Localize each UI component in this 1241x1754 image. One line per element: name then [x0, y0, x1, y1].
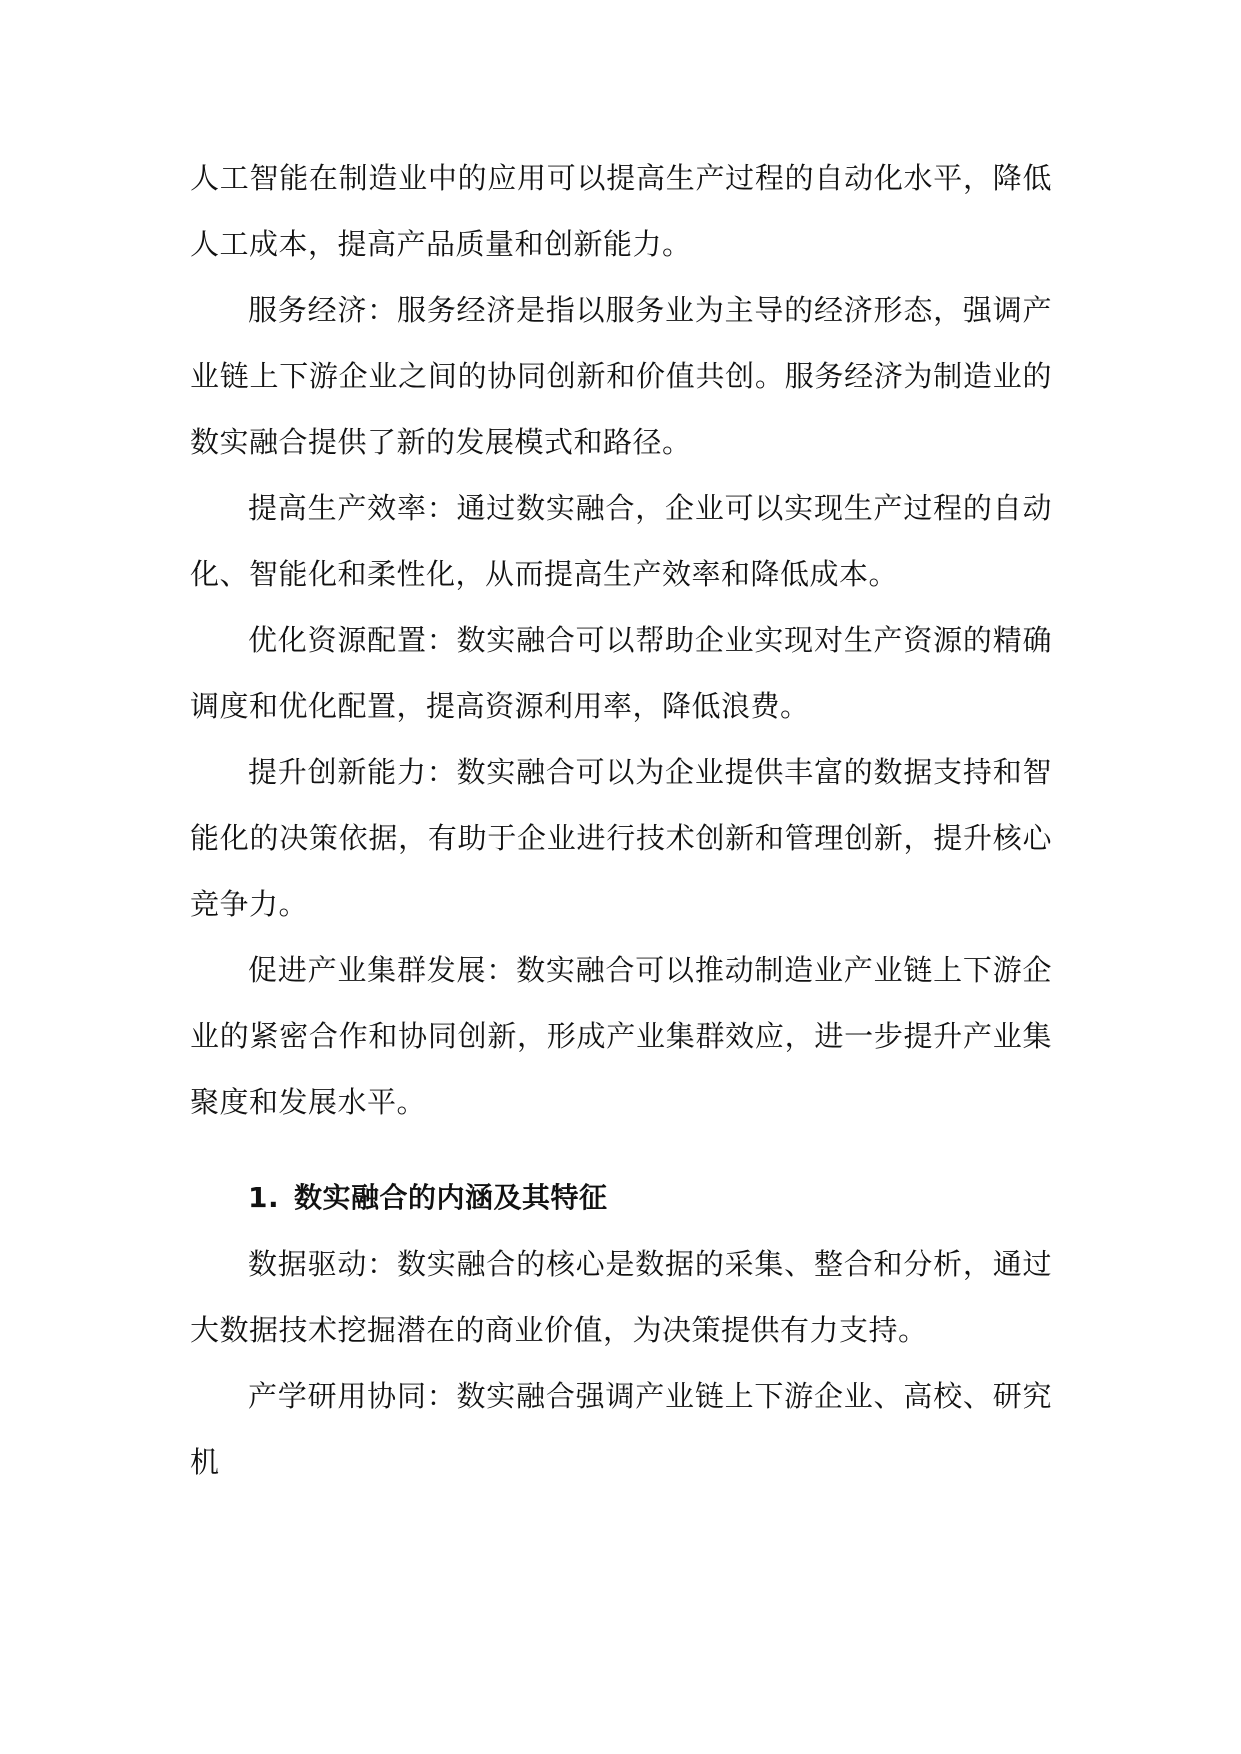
paragraph-data-driven: 数据驱动：数实融合的核心是数据的采集、整合和分析，通过大数据技术挖掘潜在的商业价值，为决策提供有力支持。	[190, 1247, 1052, 1347]
paragraph-service-economy: 服务经济：服务经济是指以服务业为主导的经济形态，强调产业链上下游企业之间的协同创新和价值共创。服务经济为制造业的数实融合提供了新的发展模式和路径。	[190, 293, 1052, 459]
paragraph-innovation-capability: 提升创新能力：数实融合可以为企业提供丰富的数据支持和智能化的决策依据，有助于企业进行技术创新和管理创新，提升核心竞争力。	[190, 755, 1052, 921]
paragraph-industry-academia: 产学研用协同：数实融合强调产业链上下游企业、高校、研究机	[190, 1379, 1052, 1479]
paragraph-production-efficiency: 提高生产效率：通过数实融合，企业可以实现生产过程的自动化、智能化和柔性化，从而提高生产效率和降低成本。	[190, 491, 1052, 591]
paragraph-resource-allocation: 优化资源配置：数实融合可以帮助企业实现对生产资源的精确调度和优化配置，提高资源利用率，降低浪费。	[190, 623, 1052, 723]
section-number: 1.	[248, 1181, 280, 1214]
document-body	[190, 145, 1052, 1495]
section-title: 数实融合的内涵及其特征	[294, 1181, 608, 1214]
paragraph-continuation: 人工智能在制造业中的应用可以提高生产过程的自动化水平，降低人工成本，提高产品质量和创新能力。	[190, 161, 1052, 261]
section-heading	[190, 1165, 1052, 1231]
paragraph-industrial-cluster: 促进产业集群发展：数实融合可以推动制造业产业链上下游企业的紧密合作和协同创新，形成产业集群效应，进一步提升产业集聚度和发展水平。	[190, 953, 1052, 1119]
